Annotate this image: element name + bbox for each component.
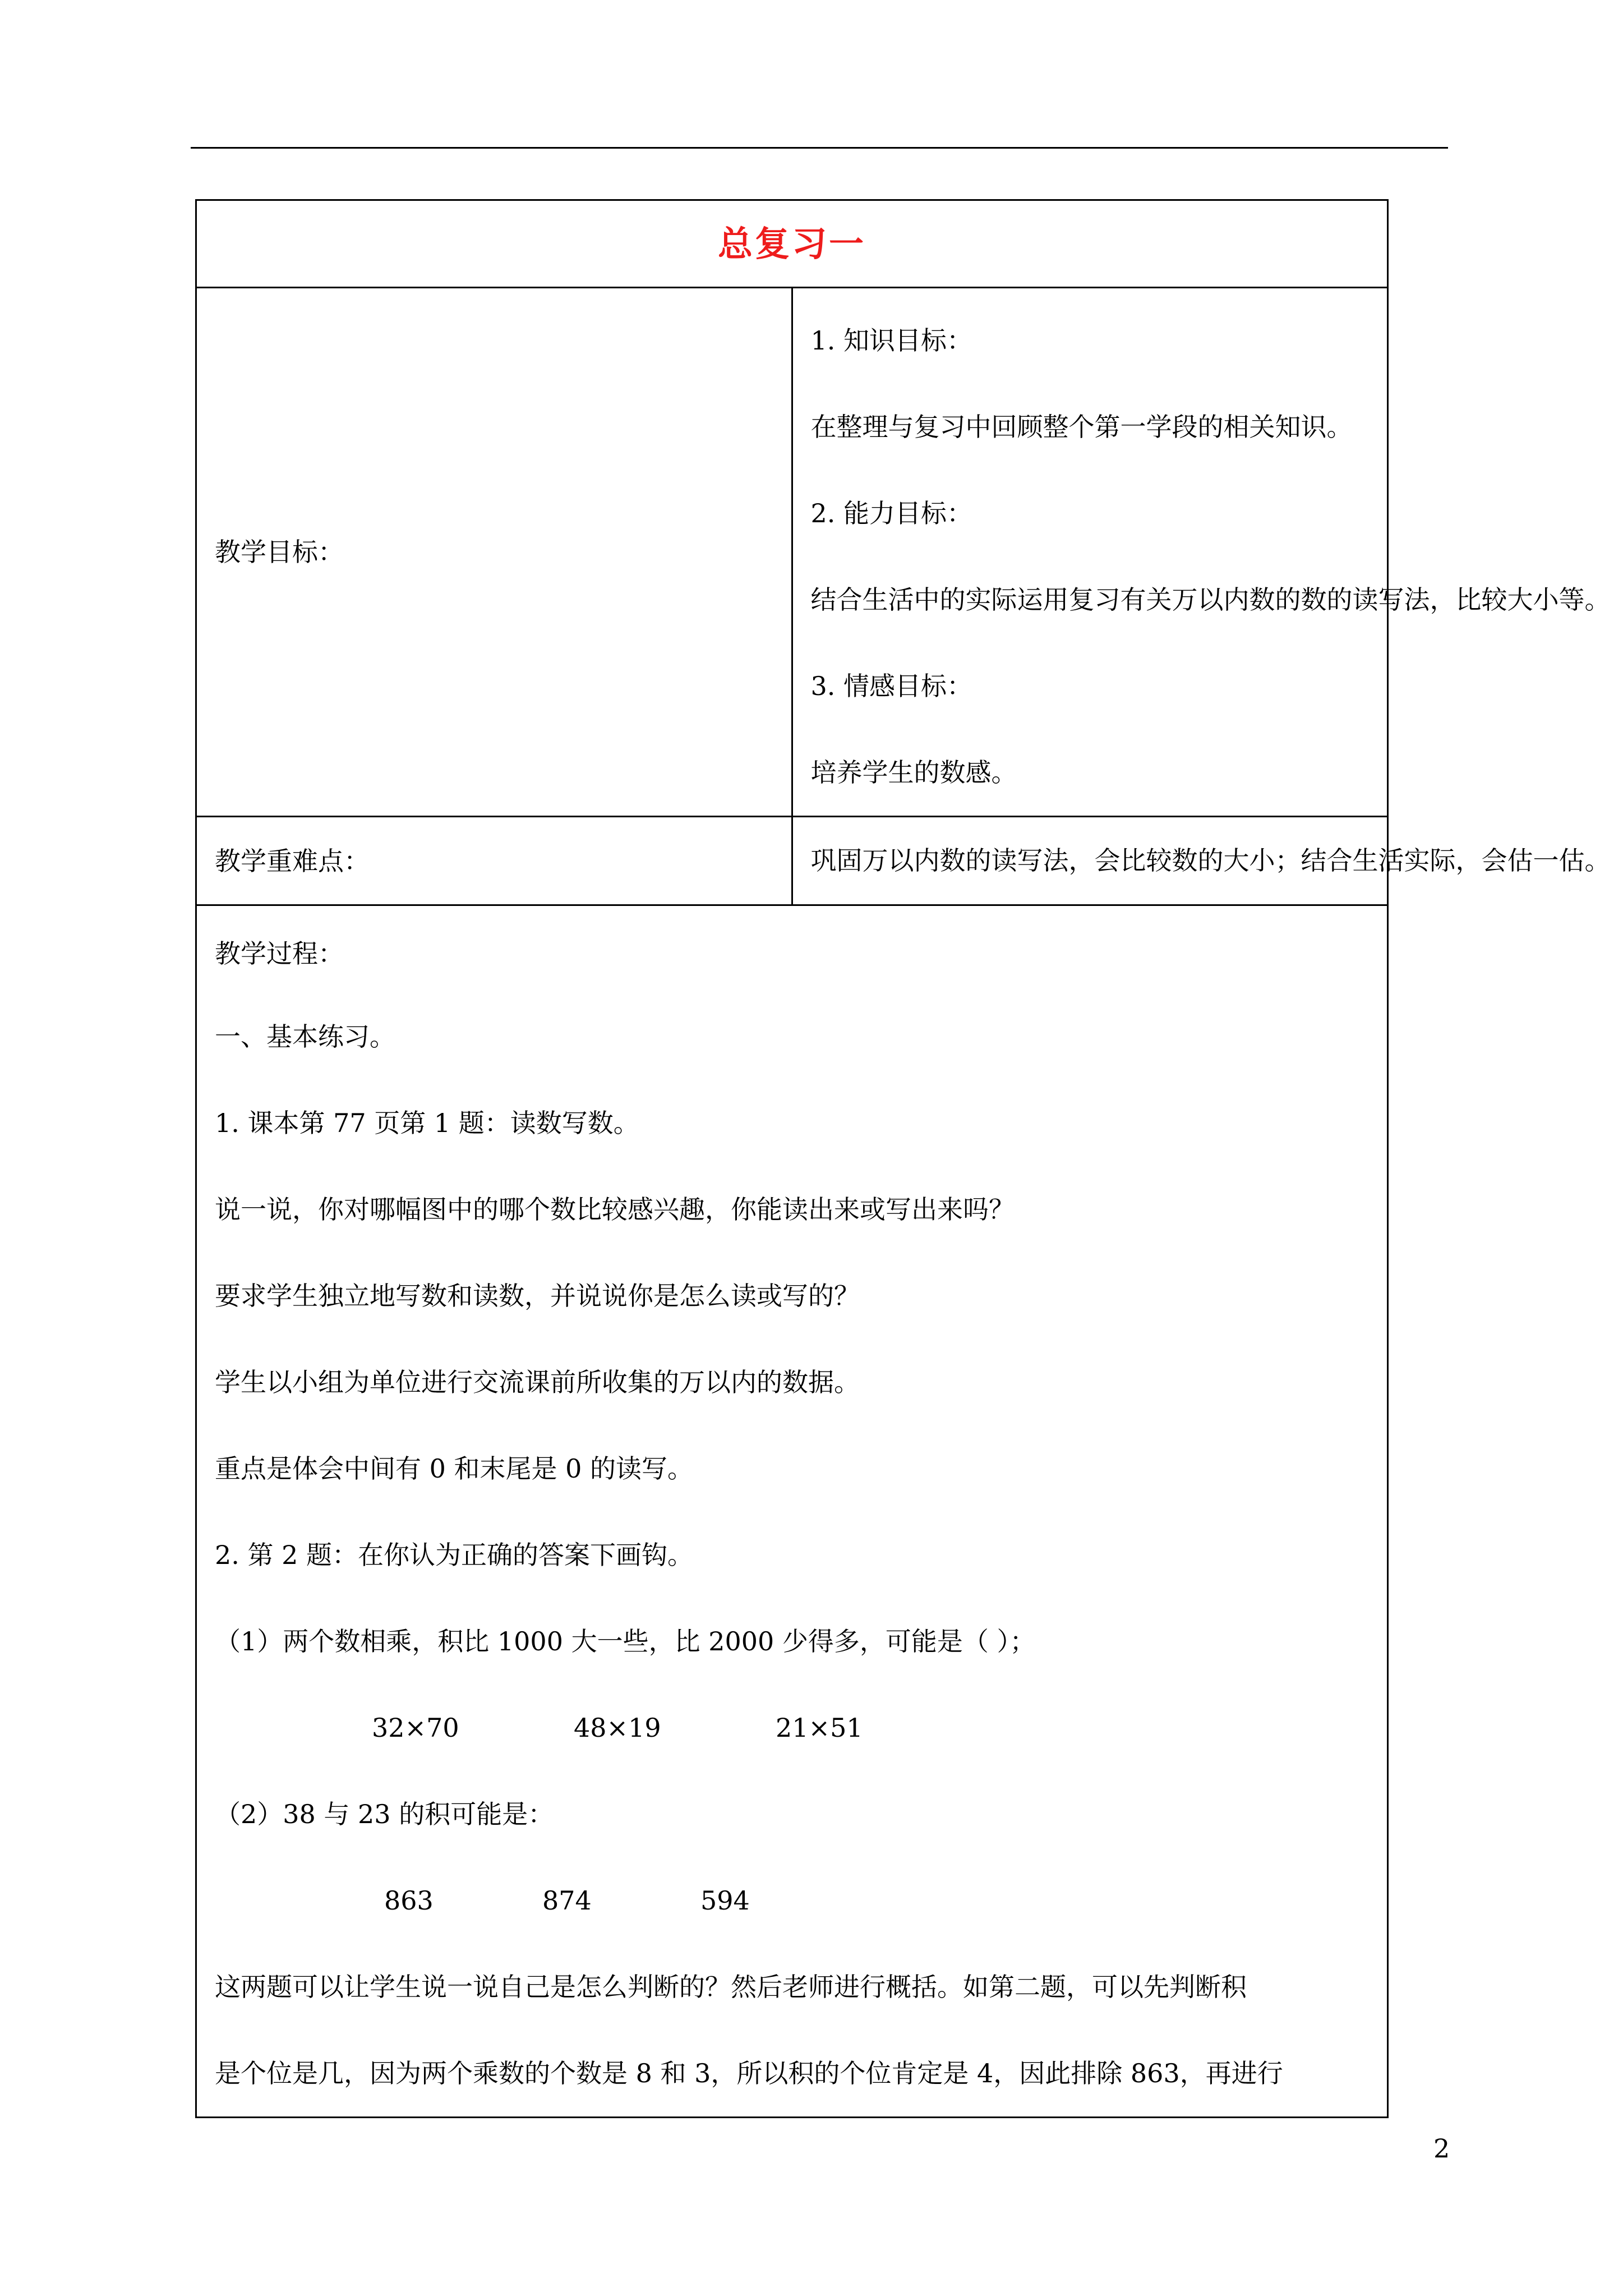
option: 863 — [384, 1885, 434, 1916]
difficulties-label: 教学重难点： — [215, 845, 370, 876]
process-text: 说一说，你对哪幅图中的哪个数比较感兴趣，你能读出来或写出来吗？ — [215, 1194, 1015, 1225]
option: 48×19 — [574, 1713, 661, 1743]
process-text: 重点是体会中间有 0 和末尾是 0 的读写。 — [215, 1453, 694, 1484]
header-rule — [191, 147, 1448, 149]
process-heading: 教学过程： — [215, 938, 344, 969]
objective-line: 3. 情感目标： — [810, 671, 973, 701]
objective-line: 培养学生的数感。 — [810, 757, 1017, 788]
option: 594 — [700, 1885, 750, 1916]
page-number: 2 — [1433, 2133, 1450, 2164]
lesson-plan-table — [195, 199, 1611, 2118]
option: 874 — [542, 1885, 592, 1916]
process-text: 学生以小组为单位进行交流课前所收集的万以内的数据。 — [215, 1367, 860, 1397]
difficulties-content-cell — [792, 817, 1611, 905]
exercise-item: 1. 课本第 77 页第 1 题：读数写数。 — [215, 1108, 639, 1138]
difficulties-text: 巩固万以内数的读写法，会比较数的大小；结合生活实际，会估一估。 — [810, 845, 1611, 876]
difficulties-label-cell — [196, 817, 792, 905]
lesson-title: 总复习一 — [717, 223, 866, 264]
option: 32×70 — [372, 1713, 459, 1743]
process-text: 这两题可以让学生说一说自己是怎么判断的？然后老师进行概括。如第二题，可以先判断积 — [215, 1972, 1247, 2002]
process-text: 要求学生独立地写数和读数，并说说你是怎么读或写的？ — [215, 1281, 860, 1311]
objectives-content-cell — [792, 288, 1611, 817]
exercise-item: 2. 第 2 题：在你认为正确的答案下画钩。 — [215, 1540, 694, 1570]
objective-line: 在整理与复习中回顾整个第一学段的相关知识。 — [810, 412, 1353, 442]
objectives-label-cell — [196, 288, 792, 817]
title-cell — [196, 200, 1388, 288]
section-heading: 一、基本练习。 — [215, 1022, 395, 1052]
process-text: 是个位是几，因为两个乘数的个数是 8 和 3，所以积的个位肯定是 4，因此排除 863，再进行 — [215, 2058, 1283, 2088]
question-2: （2）38 与 23 的积可能是： — [215, 1799, 554, 1829]
objective-line: 结合生活中的实际运用复习有关万以内数的数的读写法，比较大小等。 — [810, 585, 1611, 615]
objective-line: 1. 知识目标： — [810, 325, 973, 356]
objective-line: 2. 能力目标： — [810, 498, 973, 528]
question-1-options — [215, 1685, 1387, 1771]
process-cell — [196, 905, 1388, 2118]
question-2-options — [215, 1857, 1387, 1944]
question-1: （1）两个数相乘，积比 1000 大一些，比 2000 少得多，可能是（ ）； — [215, 1626, 1036, 1657]
option: 21×51 — [776, 1713, 863, 1743]
objectives-label: 教学目标： — [215, 537, 344, 567]
